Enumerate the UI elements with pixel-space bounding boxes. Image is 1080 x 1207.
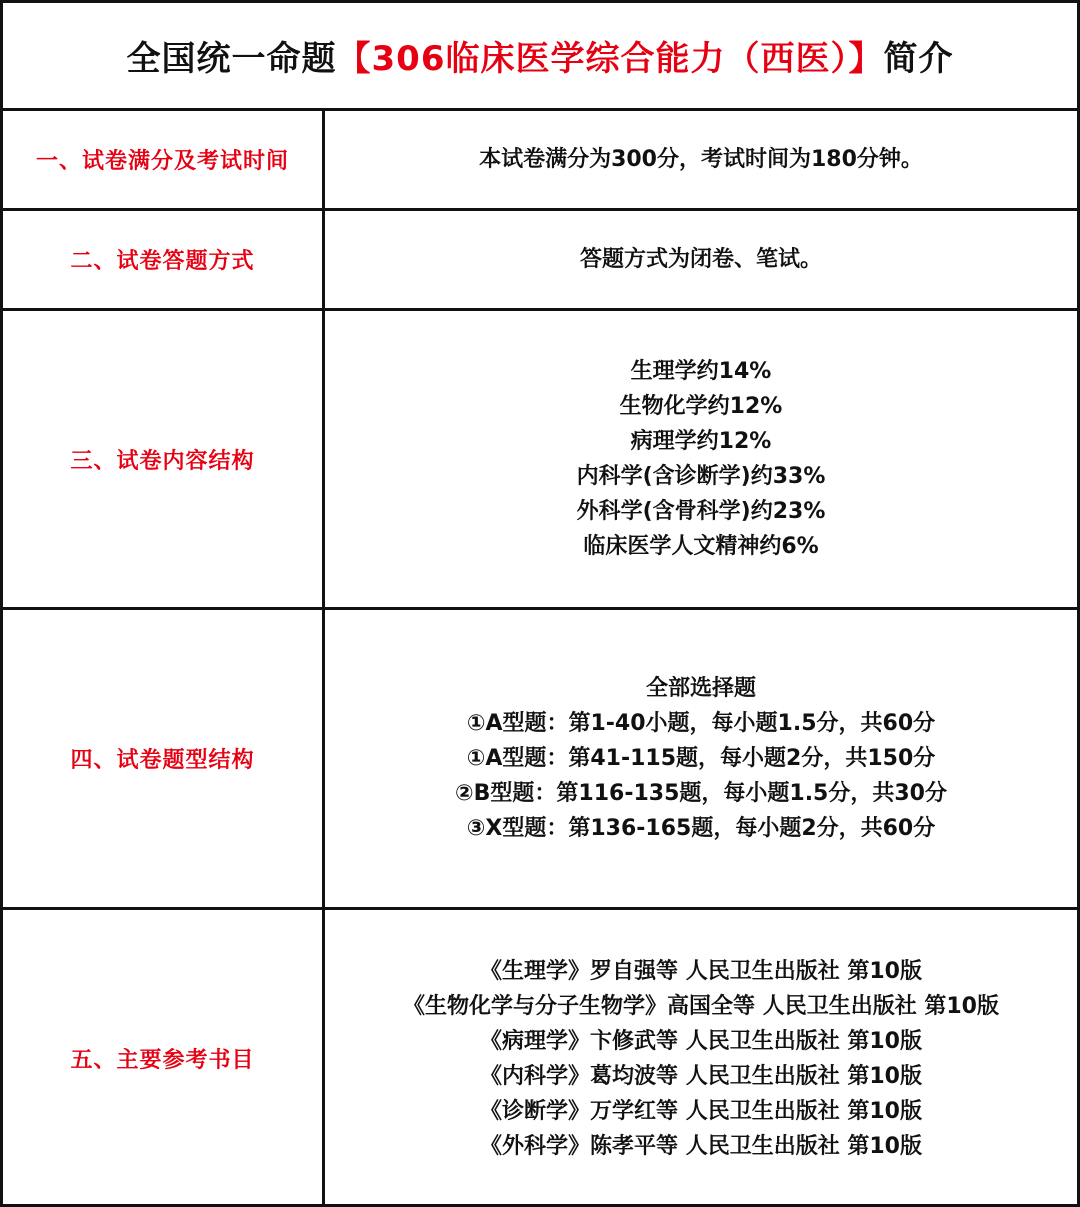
- table-row-reference-books: [3, 910, 1077, 1207]
- content-line: ①A型题：第41-115题，每小题2分，共150分: [466, 746, 936, 771]
- table-row-score-and-time: [3, 111, 1077, 211]
- content-line: 答题方式为闭卷、笔试。: [579, 247, 822, 272]
- table-row-content-structure: [3, 311, 1077, 610]
- title-prefix: 全国统一命题: [126, 39, 337, 79]
- row-label: 二、试卷答题方式: [3, 211, 325, 308]
- row-content: [325, 610, 1077, 907]
- table-title: [3, 3, 1077, 111]
- title-suffix: 简介: [883, 39, 954, 79]
- title-highlight: 【306临床医学综合能力（西医）】: [336, 39, 884, 79]
- content-line: 生物化学约12%: [619, 394, 783, 419]
- content-line: 全部选择题: [645, 676, 756, 701]
- content-line: 临床医学人文精神约6%: [583, 534, 819, 559]
- content-line: 《诊断学》万学红等 人民卫生出版社 第10版: [480, 1098, 922, 1124]
- row-content: [325, 910, 1077, 1207]
- content-line: ②B型题：第116-135题，每小题1.5分，共30分: [455, 781, 947, 806]
- content-line: 《生物化学与分子生物学》高国全等 人民卫生出版社 第10版: [403, 993, 999, 1019]
- table-row-answer-method: [3, 211, 1077, 311]
- row-label: 四、试卷题型结构: [3, 610, 325, 907]
- row-content: [325, 111, 1077, 208]
- content-line: 生理学约14%: [630, 359, 772, 384]
- row-label: 五、主要参考书目: [3, 910, 325, 1207]
- content-line: 《病理学》卞修武等 人民卫生出版社 第10版: [480, 1028, 922, 1054]
- content-line: 《外科学》陈孝平等 人民卫生出版社 第10版: [480, 1133, 922, 1159]
- table-row-question-types: [3, 610, 1077, 910]
- content-line: 《内科学》葛均波等 人民卫生出版社 第10版: [480, 1063, 922, 1089]
- row-content: [325, 311, 1077, 607]
- content-line: 内科学(含诊断学)约33%: [576, 464, 826, 489]
- content-line: 本试卷满分为300分，考试时间为180分钟。: [479, 147, 923, 172]
- content-line: 病理学约12%: [630, 429, 772, 454]
- row-label: 一、试卷满分及考试时间: [3, 111, 325, 208]
- content-line: ③X型题：第136-165题，每小题2分，共60分: [466, 816, 936, 841]
- content-line: ①A型题：第1-40小题，每小题1.5分，共60分: [466, 711, 936, 736]
- row-label: 三、试卷内容结构: [3, 311, 325, 607]
- content-line: 《生理学》罗自强等 人民卫生出版社 第10版: [480, 958, 922, 984]
- content-line: 外科学(含骨科学)约23%: [576, 499, 826, 524]
- row-content: [325, 211, 1077, 308]
